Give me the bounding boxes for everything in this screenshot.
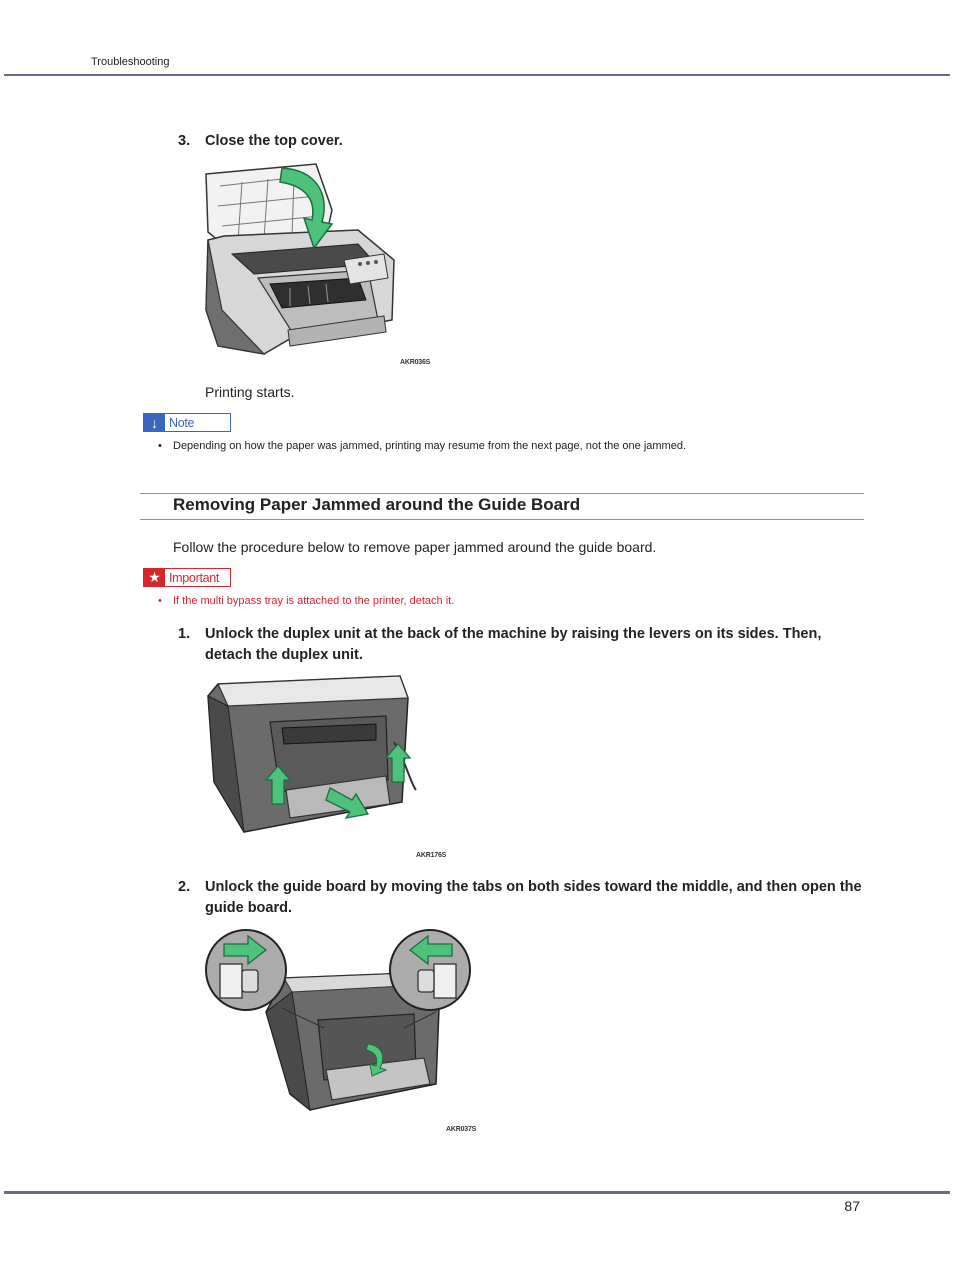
note-text: Depending on how the paper was jammed, printing may resume from the next page, not the one jammed.: [173, 440, 687, 452]
duplex-unit-illustration: [200, 672, 422, 837]
step-text: Close the top cover.: [205, 133, 343, 149]
guide-board-illustration: [200, 924, 478, 1119]
step-number: 3.: [178, 133, 191, 149]
step-1: [178, 624, 868, 668]
section-intro: Follow the procedure below to remove paper jammed around the guide board.: [173, 539, 657, 555]
figure-code: AKR176S: [416, 852, 447, 859]
note-label: Note: [169, 415, 195, 430]
note-badge: [143, 413, 231, 432]
section-title: Removing Paper Jammed around the Guide Board: [173, 495, 581, 514]
result-text: Printing starts.: [205, 384, 295, 400]
figure-code: AKR037S: [446, 1126, 477, 1133]
star-icon: ★: [144, 569, 165, 586]
important-text: If the multi bypass tray is attached to the printer, detach it.: [173, 595, 455, 607]
step-text: Unlock the guide board by moving the tabs on both sides toward the middle, and then open the guide board.: [205, 879, 862, 916]
header-rule: [4, 74, 950, 76]
step-number: 1.: [178, 626, 191, 642]
figure-code: AKR036S: [400, 359, 431, 366]
printer-top-cover-illustration: [198, 160, 398, 360]
footer-rule: [4, 1191, 950, 1194]
arrow-down-icon: ↓: [144, 414, 165, 431]
step-number: 2.: [178, 879, 191, 895]
step-2: [178, 877, 868, 921]
running-header: Troubleshooting: [91, 56, 170, 68]
step-text: Unlock the duplex unit at the back of the machine by raising the levers on its sides. Then, detach the duplex unit.: [205, 626, 822, 663]
bullet-dot: •: [158, 595, 162, 607]
important-badge: [143, 568, 231, 587]
important-label: Important: [169, 570, 220, 585]
bullet-dot: •: [158, 440, 162, 452]
page-number: 87: [844, 1198, 860, 1214]
step-3: [178, 131, 868, 153]
